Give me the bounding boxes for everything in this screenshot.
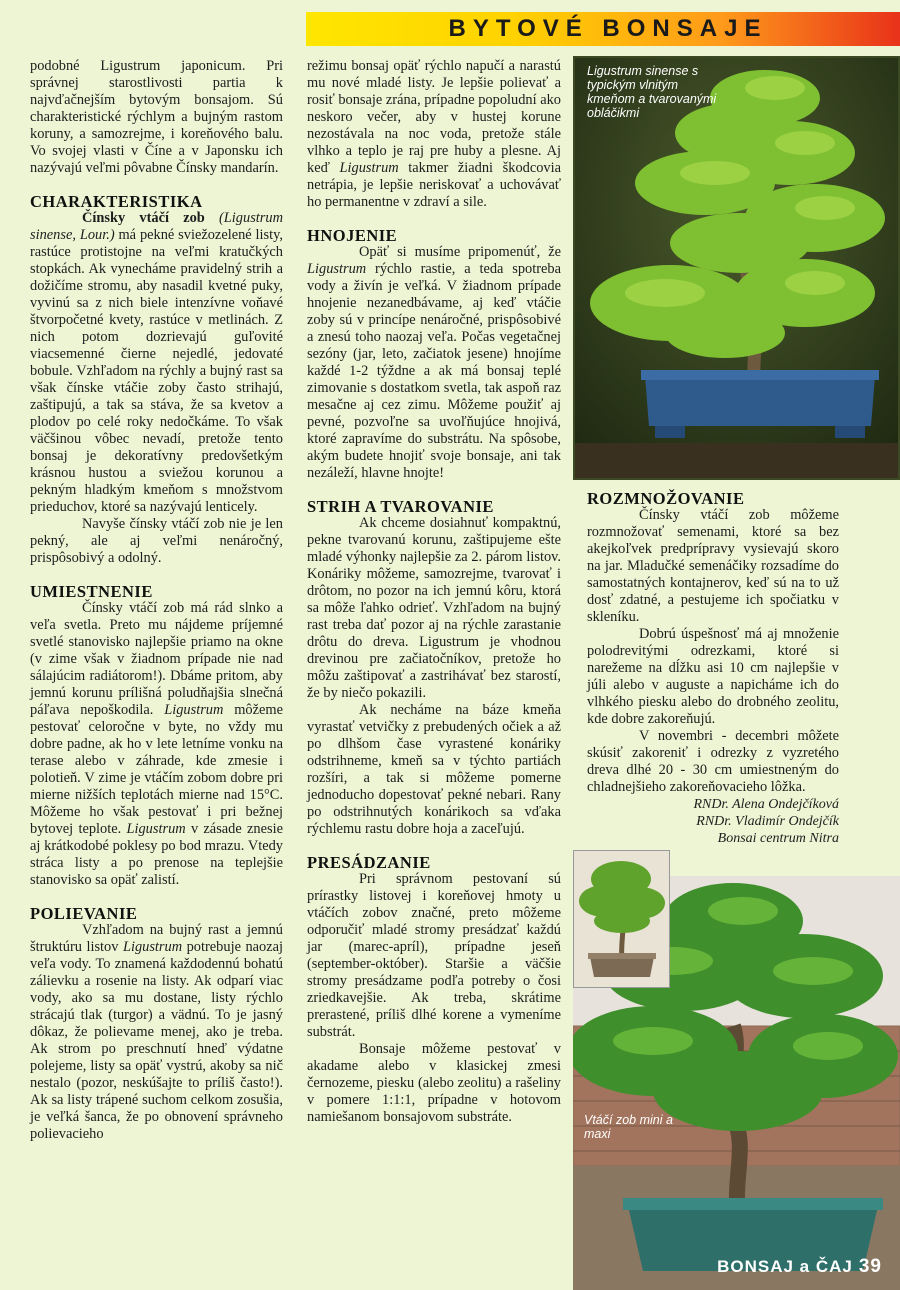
poliev-text-b: potrebuje naozaj veľa vody. To znamená každodennú bohatú zálievku a rosenie na listy. Ak odparí viac vody, ako sa mu dostane, listy rýchlo strácajú tlak (turgor) a vädnú. To je jasný dôkaz, že polievame menej, ako je treba. Ak strom po preschnutí hneď výdatne polejeme, listy sa opäť vystrú, akoby sa nič nestalo (pozor, neskúšajte to príliš často!). Ak sa listy trápené suchom celkom zosušia, je veľká šanca, že po obnovení správneho polievacieho	[30, 939, 283, 1142]
heading-rozmnozovanie: ROZMNOŽOVANIE	[587, 489, 745, 508]
header-bar	[306, 12, 900, 46]
char-paragraph-2: Navyše čínsky vtáčí zob nie je len pekný, ale aj veľmi nenáročný, prispôsobivý a odolný.	[30, 516, 283, 566]
heading-polievanie: POLIEVANIE	[30, 904, 138, 923]
heading-strih: STRIH A TVAROVANIE	[307, 497, 494, 516]
hnoj-paragraph	[307, 244, 561, 482]
author-2: RNDr. Vladimír Ondejčík	[696, 814, 839, 829]
bonsai-photo-mini	[573, 850, 670, 988]
bonsai-photo-large	[573, 56, 900, 480]
author-3: Bonsai centrum Nitra	[717, 831, 839, 846]
poliev-ligustrum: Ligustrum	[122, 939, 183, 955]
poliev-paragraph	[30, 922, 283, 1143]
presad-paragraph-1: Pri správnom pestovaní sú prírastky listovej i koreňovej hmoty u vtáčích zobov značné, preto môžeme odporučiť mladé stromy presádzať každú jar (marec-apríl), prípadne jeseň (september-október). Staršie a väčšie stromy presádzame podľa potreby o čosi zriedkavejšie. Ak treba, skrátime prerastené, príliš dlhé korene a vymeníme substrát.	[307, 871, 561, 1040]
umiest-text-a: Čínsky vtáčí zob má rád slnko a veľa svetla. Preto mu nájdeme príjemné svetlé stanovisko najlepšie priamo na okne (v zime však v žiadnom prípade nie nad sálajúcim radiátorom!). Dbáme pritom, aby jemnú korunu prílišná poludňajšia slnečná páľava nepoškodila.	[30, 600, 283, 718]
author-1: RNDr. Alena Ondejčíková	[693, 797, 839, 812]
hnoj-text-b: rýchlo rastie, a teda spotreba vody a živín je veľká. V žiadnom prípade hnojenie nezanedbávame, aj keď vtáčie zoby sú v princípe nenáročné, prispôsobivé a znesú toho naozaj veľa. Počas vegetačnej sezóny (jar, leto, začiatok jesene) hnojíme každé 1-2 týždne a ak má bonsaj teplé zimovanie s dostatkom svetla, tak aspoň raz mesačne aj cez zimu. Môžeme použiť aj pevné, pozvoľne sa uvoľňujúce hnojivá, ktoré zapravíme do substrátu. Na spôsobe, akým budete hnojiť svoje bonsaje, ani tak nezáleží, hlavne hnojte!	[307, 261, 561, 481]
umiest-paragraph	[30, 600, 283, 889]
col2-intro-a: režimu bonsaj opäť rýchlo napučí a narastú mu nové mladé listy. Je lepšie polievať a rosiť bonsaje zrána, prípadne popoludní ako neskoro večer, aby v hustej korune nezostávala na noc voda, pretože stále vlhko a teplo je raj pre huby a plesne. Aj keď	[307, 58, 561, 176]
intro-paragraph	[30, 58, 283, 177]
heading-presadzanie: PRESÁDZANIE	[307, 853, 431, 872]
umiest-ligustrum-2: Ligustrum	[126, 821, 186, 837]
char-paragraph-1	[30, 210, 283, 516]
poliev-text-a: Vzhľadom na bujný rast a jemnú štruktúru listov	[30, 922, 283, 955]
intro-text: podobné Ligustrum japonicum. Pri správnej starostlivosti partia k najvďačnejším bytovým bonsajom. Sú charakteristické rýchlym a bujným rastom koruny, a samozrejme, i koreňového balu. Vo svojej vlasti v Číne a v Japonsku ich nazývajú veľmi pôvabne Čínsky mandarín.	[30, 58, 283, 176]
umiest-text-b: môžeme pestovať celoročne v byte, no vždy mu dobre padne, ak ho v lete letníme vonku na terase alebo v záhrade, kde zmesie i polotieň. V zime je vtáčím zobom dobre pri mierne nižších teplotách mierne nad 15°C. Môžeme ho však pestovať i pri bežnej bytovej teplote.	[30, 702, 283, 837]
rozm-paragraph-3: V novembri - decembri môžete skúsiť zakoreniť i odrezky z vyzretého dreva dlhé 20 - 30 cm umiestneným do chladnejšieho zakoreňovacieho lôžka.	[587, 728, 839, 795]
hnoj-ligustrum: Ligustrum	[307, 261, 367, 277]
column-3	[587, 490, 839, 847]
column-2	[307, 58, 561, 1126]
heading-umiestnenie: UMIESTNENIE	[30, 582, 153, 601]
strih-paragraph-2: Ak necháme na báze kmeňa vyrastať vetvičky z prebudených očiek a až po dlhšom čase vyrastené konáriky odstrihneme, kmeň sa v týchto partiách rozšíri, a tak si môžeme pomerne jednoducho dopestovať pekné nebari. Rany po odstrihnutých konárikoch sa vďaka rýchlemu rastu dobre hoja a zaceľujú.	[307, 702, 561, 837]
page-number: 39	[858, 1256, 882, 1277]
photo-caption-3: Vtáčí zob mini a maxi	[584, 1113, 673, 1141]
umiest-ligustrum-1: Ligustrum	[164, 702, 224, 718]
magazine-name: BONSAJ a ČAJ	[717, 1257, 853, 1276]
rozm-paragraph-1: Čínsky vtáčí zob môžeme rozmnožovať semenami, ktoré sa bez akejkoľvek predprípravy vysievajú skoro na jar. Mladučké semenáčiky rozsadíme do samostatných kontajnerov, keď sú na to už dosť zdatné, a pestujeme ich spočiatku v skleníku.	[587, 507, 839, 625]
bonsai-illustration-2	[574, 851, 669, 987]
page-footer	[717, 1256, 882, 1278]
char-term: Čínsky vtáčí zob	[82, 210, 205, 226]
header-title: BYTOVÉ BONSAJE	[448, 15, 768, 42]
char-text: má pekné sviežozelené listy, rastúce protistojne na veľmi kratučkých stopkách. Ak vynecháme pravidelný strih a dožičíme stromu, aby nasadil kvetné puky, vyvinú sa z nich biele intenzívne voňavé štvorpočetné kvety, rastúce v metlinách. Z nich potom dozrievajú guľovité viacsemenné čierne nejedlé, jedovaté bobule. Vzhľadom na rýchly a bujný rast sa však čínske vtáčie zoby často strihajú, zaštipujú, a tak sa stáva, že sa kvetov a plodov po celé roky nedočkáme. To však väčšinou vôbec nevadí, pretože tento bonsaj je dekoratívny predovšetkým krásnou hustou a sviežou korunou a pekným hladkým kmeňom s množstvom prieduchov, ktoré sa nazývajú lenticely.	[30, 227, 283, 515]
col2-intro-ligustrum: Ligustrum	[339, 160, 399, 176]
heading-hnojenie: HNOJENIE	[307, 226, 398, 245]
column-1	[30, 58, 283, 1143]
heading-charakteristika: CHARAKTERISTIKA	[30, 192, 203, 211]
rozm-paragraph-2: Dobrú úspešnosť má aj množenie polodrevitými odrezkami, ktoré si narežeme na dĺžku asi 10 cm najlepšie v júli alebo v auguste a napicháme ich do vlhkého piesku alebo do drobného zeolitu, kde dobre zakoreňujú.	[587, 626, 839, 727]
presad-paragraph-2: Bonsaje môžeme pestovať v akadame alebo v klasickej zmesi černozeme, piesku (alebo zeolitu) a rašeliny v pomere 1:1:1, prípadne v hotovom namiešanom bonsajovom substráte.	[307, 1041, 561, 1125]
photo-caption-1: Ligustrum sinense s typickým vlnitým kmeňom a tvarovanými obláčikmi	[587, 64, 717, 120]
col2-intro-b: takmer žiadni škodcovia netrápia, je lepšie neriskovať a uchovávať ho permanentne v zdraví a sile.	[307, 160, 561, 210]
bonsai-illustration-1	[575, 58, 898, 478]
strih-paragraph-1: Ak chceme dosiahnuť kompaktnú, pekne tvarovanú korunu, zaštipujeme ešte mladé výhonky najlepšie za 2. párom listov. Konáriky môžeme, samozrejme, tvarovať i drôtom, no pozor na ich jemnú kôru, ktorá sa môže ľahko odrieť. Vzhľadom na bujný rast treba dať pozor aj na rýchle zarastanie drôtu do dreva. Ligustrum je vhodnou drevinou pre začiatočníkov, pretože ho môžu zaštipovať a zastrihávať bez starostí, že by niečo pokazili.	[307, 515, 561, 701]
hnoj-text-a: Opäť si musíme pripomenúť, že	[359, 244, 561, 260]
col2-intro-paragraph	[307, 58, 561, 211]
char-latin: (Ligustrum sinense, Lour.)	[30, 210, 283, 243]
umiest-text-c: v zásade znesie aj krátkodobé poklesy po bod mrazu. Vtedy stráca listy a po prenose na teplejšie stanovisko sa opäť zalistí.	[30, 821, 283, 888]
